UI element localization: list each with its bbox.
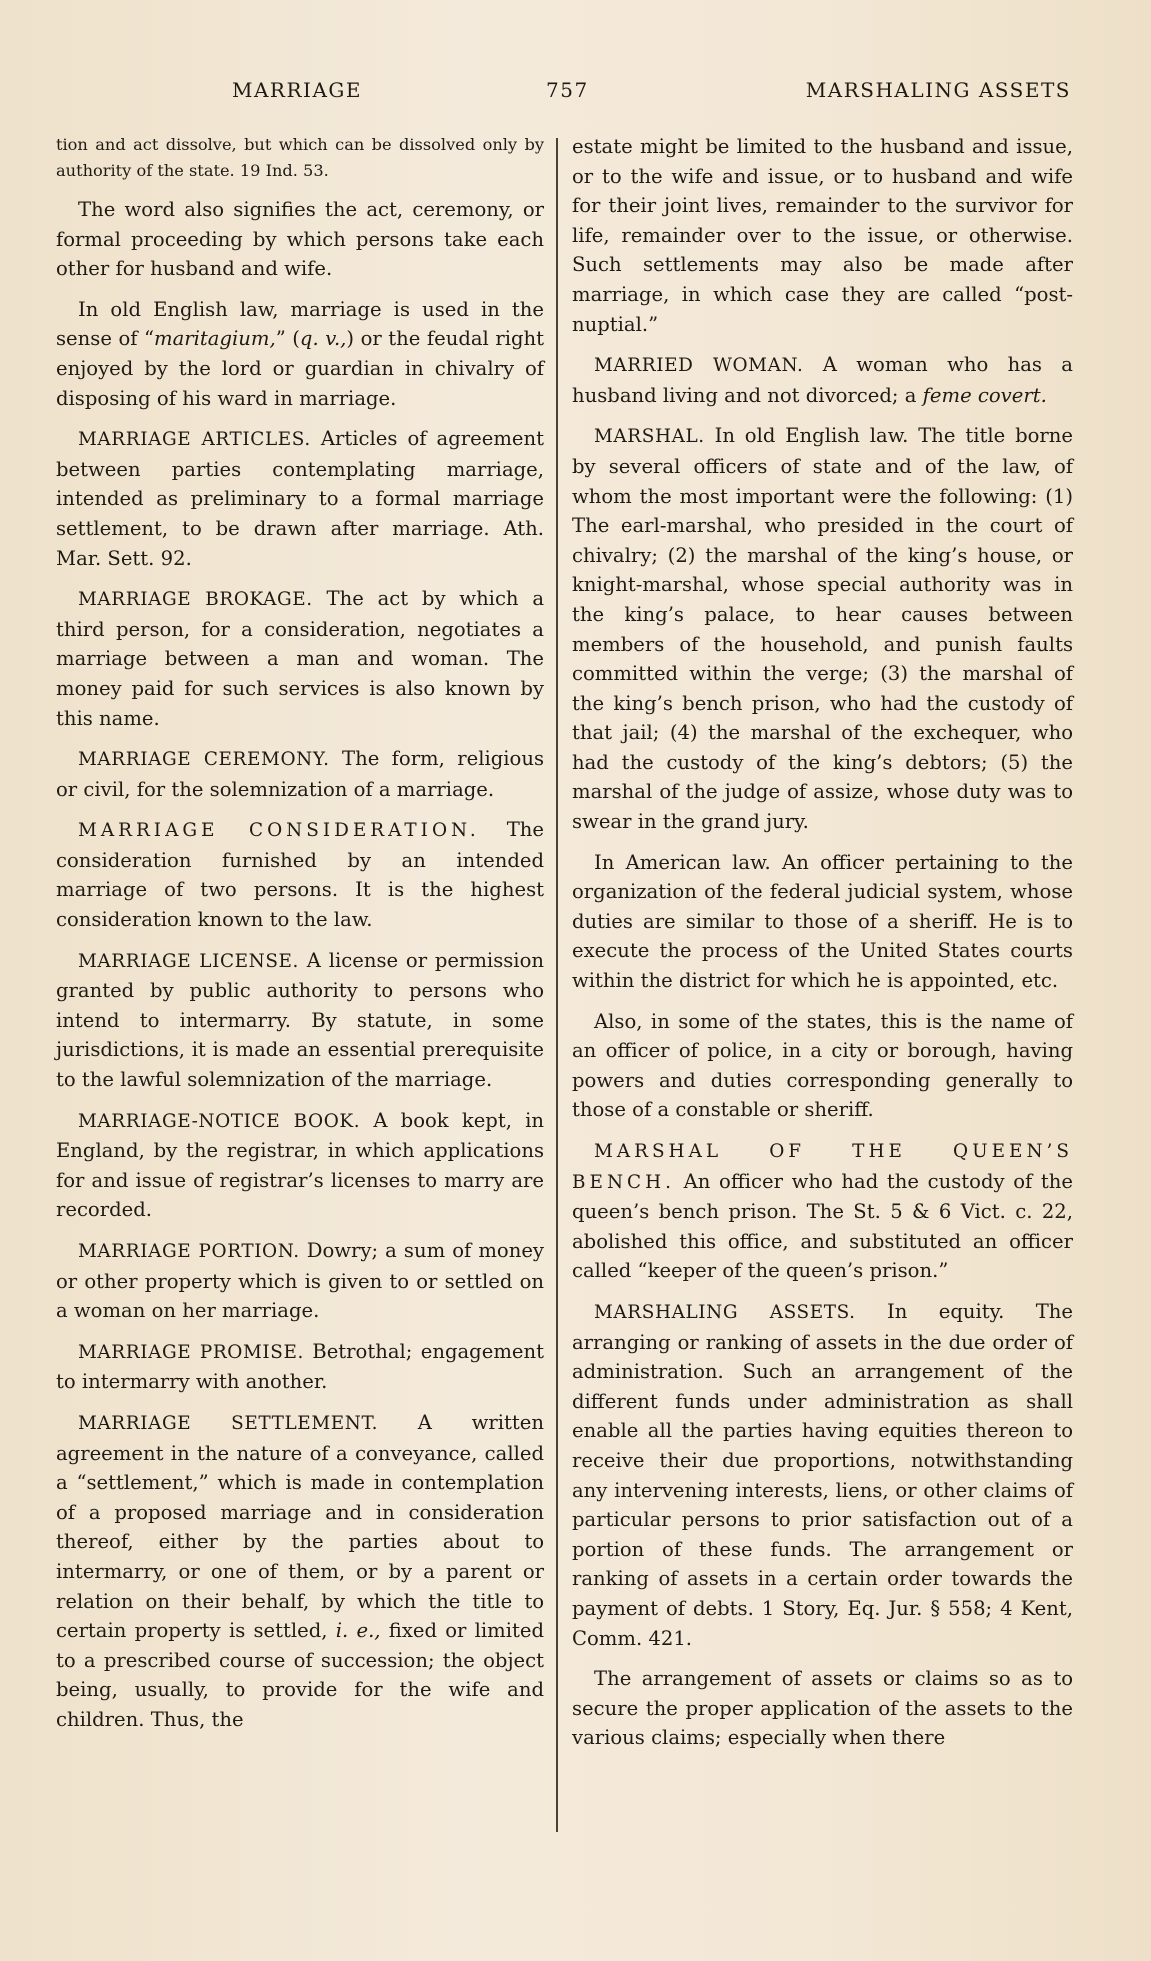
entry-term: MARRIAGE SETTLEMENT. [78, 1412, 379, 1434]
entry-definition: A woman who has a husband living and not divorced; a [572, 353, 1073, 407]
entry-definition: The act by which a third person, for a consideration, negotiates a marriage between a man and woman. The money paid for such services is also known by this name. [56, 587, 545, 730]
dictionary-entry [56, 815, 544, 934]
latin-term: feme covert. [922, 383, 1047, 407]
entry-term: MARSHAL. [594, 426, 705, 448]
left-column [56, 132, 544, 1746]
running-header [56, 78, 1071, 108]
latin-abbrev: i. e., [335, 1619, 381, 1643]
entry-definition: A written agreement in the nature of a conveyance, called a “settlement,” which is made in contemplation of a proposed marriage and in consideration thereof, either by the parties about to intermarry, or one of them, or by a parent or relation on their behalf, by which the title to certain property is settled, [56, 1410, 544, 1643]
entry-term: MARRIAGE CEREMONY. [78, 749, 330, 771]
dictionary-entry [56, 584, 544, 733]
text: ” ( [275, 327, 300, 351]
entry-term: MARRIAGE BROKAGE. [78, 589, 313, 611]
dictionary-entry [56, 1106, 544, 1225]
dictionary-entry [572, 1297, 1073, 1653]
continuation-paragraph: tion and act dissolve, but which can be dissolved only by authority of the state. 19 Ind. 53. [56, 135, 544, 180]
text: In old English law, marriage is used in the sense of “ [56, 297, 544, 351]
paragraph: In American law. An officer pertaining to the organization of the federal judicial system, whose duties are similar to those of a sheriff. He is to execute the process of the United States courts within the district for which he is appointed, etc. [572, 850, 1073, 993]
entry-term: MARRIAGE-NOTICE BOOK. [78, 1110, 361, 1132]
dictionary-entry [572, 421, 1073, 836]
entry-definition: The consideration furnished by an intended marriage of two persons. It is the highest consideration known to the law. [56, 818, 544, 932]
dictionary-entry [56, 1408, 544, 1735]
entry-term: MARRIAGE ARTICLES. [78, 429, 311, 451]
entry-definition: Articles of agreement between parties contemplating marriage, intended as preliminary to a formal marriage settlement, to be drawn after marriage. Ath. Mar. Sett. 92. [56, 427, 544, 570]
dictionary-entry [56, 424, 544, 573]
dictionary-entry [56, 946, 544, 1095]
entry-definition: Dowry; a sum of money or other property which is given to or settled on a woman on her marriage. [56, 1239, 544, 1323]
paragraph [56, 295, 544, 413]
entry-definition: In equity. The arranging or ranking of assets in the due order of administration. Such an arrangement of the different funds under administration as shall enable all the parties having equities thereon to receive their due proportions, notwithstanding any intervening interests, liens, or other claims of particular persons to prior satisfaction out of a portion of these funds. The arrangement or ranking of assets in a certain order towards the payment of debts. 1 Story, Eq. Jur. § 558; 4 Kent, Comm. 421. [572, 1299, 1074, 1650]
dictionary-entry [572, 350, 1073, 410]
entry-term: MARRIAGE PROMISE. [78, 1341, 304, 1363]
dictionary-entry [572, 1136, 1073, 1286]
right-column [572, 132, 1073, 1764]
paragraph: Also, in some of the states, this is the name of an officer of police, in a city or borough, having powers and duties corresponding generally to those of a constable or sheriff. [572, 1009, 1073, 1122]
entry-definition: The form, religious or civil, for the solemnization of a marriage. [56, 747, 545, 801]
entry-definition: A license or permission granted by public authority to persons who intend to intermarry. By statute, in some jurisdictions, it is made an essential prerequisite to the lawful solemnization of the marriage. [56, 948, 544, 1092]
page-number: 757 [546, 78, 589, 102]
paragraph: The word also signifies the act, ceremony, or formal proceeding by which persons take each other for husband and wife. [56, 198, 544, 281]
entry-term: MARRIED WOMAN. [594, 355, 804, 377]
header-left-term: MARRIAGE [232, 78, 362, 102]
entry-definition: A book kept, in England, by the registrar, in which applications for and issue of registrar’s licenses to marry are recorded. [56, 1108, 544, 1222]
entry-definition: In old English law. The title borne by several officers of state and of the law, of whom the most important were the following: (1) The earl-marshal, who presided in the court of chivalry; (2) the marshal of the king’s house, or knight-marshal, whose special authority was in the king’s palace, to hear causes between members of the household, and punish faults committed within the verge; (3) the marshal of the king’s bench prison, who had the custody of that jail; (4) the marshal of the exchequer, who had the custody of the king’s debtors; (5) the marshal of the judge of assize, whose duty was to swear in the grand jury. [572, 424, 1073, 834]
entry-definition-cont: fixed or limited to a prescribed course of succession; the object being, usually, to provide for the wife and children. Thus, the [56, 1619, 544, 1731]
entry-definition: An officer who had the custody of the queen’s bench prison. The St. 5 & 6 Vict. c. 22, abolished this office, and substituted an officer called “keeper of the queen’s prison.” [572, 1169, 1073, 1283]
entry-term: MARRIAGE LICENSE. [78, 950, 300, 972]
entry-term: MARRIAGE CONSIDERATION. [78, 820, 480, 842]
continuation-paragraph: estate might be limited to the husband and issue, or to the wife and issue, or to husband and wife for their joint lives, remainder to the survivor for life, remainder over to the issue, or otherwise. Such settlements may also be made after marriage, in which case they are called “post-nuptial.” [572, 135, 1073, 336]
citation-abbrev: q. v., [299, 327, 347, 351]
paragraph: The arrangement of assets or claims so as to secure the proper application of the assets to the various claims; especially when there [572, 1667, 1073, 1750]
header-right-term: MARSHALING ASSETS [805, 78, 1071, 102]
dictionary-entry [56, 744, 544, 804]
dictionary-entry [56, 1337, 544, 1397]
entry-definition: Betrothal; engagement to intermarry with another. [56, 1339, 544, 1394]
latin-term: maritagium, [154, 327, 276, 351]
entry-term: MARSHALING ASSETS. [594, 1301, 856, 1323]
entry-term: MARRIAGE PORTION. [78, 1241, 300, 1262]
column-divider [556, 138, 558, 1832]
text: ) or the feudal right enjoyed by the lord or guardian in chivalry of disposing of his ward in marriage. [56, 327, 545, 410]
entry-term: MARSHAL OF THE QUEEN’S BENCH. [572, 1141, 1073, 1193]
dictionary-entry [56, 1236, 544, 1326]
